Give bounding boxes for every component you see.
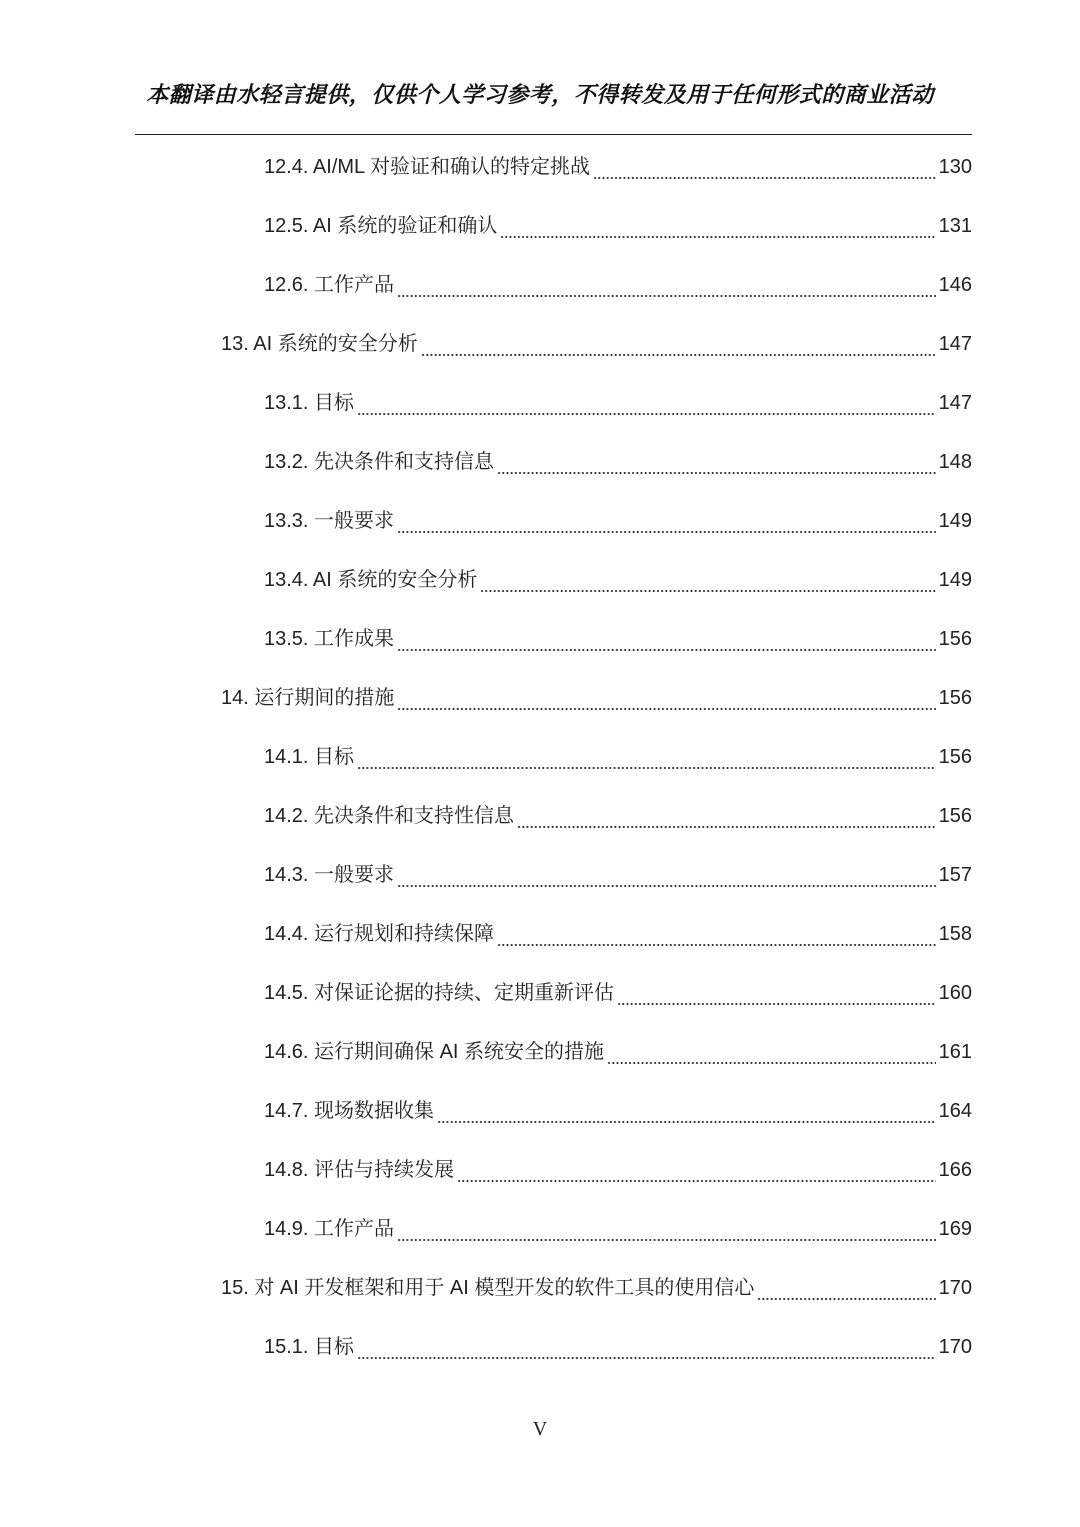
toc-entry-page: 170	[938, 1335, 972, 1358]
toc-entry-page: 158	[938, 922, 972, 945]
toc-entry-label: 13. AI 系统的安全分析	[221, 332, 418, 355]
toc-dot-leader	[397, 870, 936, 888]
toc-entry-page: 156	[938, 627, 972, 650]
toc-entry-label: 14.3. 一般要求	[264, 863, 395, 886]
toc-dot-leader	[500, 221, 935, 239]
toc-entry-page: 149	[938, 568, 972, 591]
toc-dot-leader	[397, 693, 935, 711]
toc-dot-leader	[457, 1165, 936, 1183]
toc-entry[interactable]	[264, 727, 972, 786]
toc-entry[interactable]	[221, 668, 972, 727]
toc-entry[interactable]	[221, 1258, 972, 1317]
toc-entry-label: 14. 运行期间的措施	[221, 686, 395, 709]
toc-entry-label: 14.7. 现场数据收集	[264, 1099, 435, 1122]
toc-entry-page: 156	[938, 686, 972, 709]
toc-entry-label: 12.6. 工作产品	[264, 273, 395, 296]
toc-dot-leader	[421, 339, 936, 357]
toc-entry[interactable]	[264, 963, 972, 1022]
toc-entry-page: 147	[938, 391, 972, 414]
toc-entry-label: 14.1. 目标	[264, 745, 355, 768]
toc-dot-leader	[607, 1047, 936, 1065]
page-header: 本翻译由水轻言提供，仅供个人学习参考，不得转发及用于任何形式的商业活动	[146, 82, 934, 107]
toc-dot-leader	[757, 1283, 935, 1301]
toc-entry-page: 160	[938, 981, 972, 1004]
toc-entry-label: 14.2. 先决条件和支持性信息	[264, 804, 515, 827]
toc-dot-leader	[497, 929, 936, 947]
toc-entry[interactable]	[264, 786, 972, 845]
toc-entry[interactable]	[264, 1022, 972, 1081]
toc-entry[interactable]	[264, 1317, 972, 1376]
toc-entry-page: 161	[938, 1040, 972, 1063]
toc-dot-leader	[517, 811, 936, 829]
toc-entry-page: 147	[938, 332, 972, 355]
toc-dot-leader	[357, 1342, 936, 1360]
toc-entry-label: 14.8. 评估与持续发展	[264, 1158, 455, 1181]
toc-entry-label: 15. 对 AI 开发框架和用于 AI 模型开发的软件工具的使用信心	[221, 1276, 755, 1299]
toc-entry[interactable]	[264, 1140, 972, 1199]
toc-entry-page: 157	[938, 863, 972, 886]
toc-entry[interactable]	[264, 196, 972, 255]
toc-entry[interactable]	[264, 432, 972, 491]
toc-dot-leader	[497, 457, 936, 475]
toc-dot-leader	[357, 752, 936, 770]
toc-dot-leader	[397, 516, 936, 534]
toc-entry-page: 131	[938, 214, 972, 237]
toc-entry-page: 130	[938, 155, 972, 178]
page-number: V	[532, 1418, 548, 1440]
toc-entry-label: 15.1. 目标	[264, 1335, 355, 1358]
toc-entry-page: 146	[938, 273, 972, 296]
toc-entry-label: 13.5. 工作成果	[264, 627, 395, 650]
header-divider	[135, 134, 972, 135]
toc-entry-label: 13.1. 目标	[264, 391, 355, 414]
toc-dot-leader	[617, 988, 936, 1006]
toc-entry-label: 12.5. AI 系统的验证和确认	[264, 214, 498, 237]
toc-entry[interactable]	[264, 1081, 972, 1140]
toc-entry-label: 14.4. 运行规划和持续保障	[264, 922, 495, 945]
toc-dot-leader	[397, 1224, 936, 1242]
toc-entry-page: 156	[938, 804, 972, 827]
toc-entry-label: 14.6. 运行期间确保 AI 系统安全的措施	[264, 1040, 605, 1063]
toc-entry[interactable]	[264, 1199, 972, 1258]
toc-dot-leader	[397, 634, 936, 652]
toc-entry-label: 14.9. 工作产品	[264, 1217, 395, 1240]
toc-dot-leader	[480, 575, 935, 593]
toc-entry-page: 164	[938, 1099, 972, 1122]
toc-entry-label: 14.5. 对保证论据的持续、定期重新评估	[264, 981, 615, 1004]
toc-entry-label: 13.4. AI 系统的安全分析	[264, 568, 478, 591]
toc-entry-label: 13.3. 一般要求	[264, 509, 395, 532]
toc-entry[interactable]	[264, 255, 972, 314]
toc-entry[interactable]	[264, 609, 972, 668]
toc-entry[interactable]	[264, 550, 972, 609]
toc-dot-leader	[397, 280, 936, 298]
toc-entry-page: 169	[938, 1217, 972, 1240]
toc-dot-leader	[357, 398, 936, 416]
toc-entry[interactable]	[264, 137, 972, 196]
toc-entry[interactable]	[264, 373, 972, 432]
toc-entry-label: 12.4. AI/ML 对验证和确认的特定挑战	[264, 155, 590, 178]
toc-entry-page: 149	[938, 509, 972, 532]
toc-entry[interactable]	[264, 491, 972, 550]
toc-entry-page: 148	[938, 450, 972, 473]
toc-entry-page: 166	[938, 1158, 972, 1181]
toc-entry[interactable]	[264, 845, 972, 904]
toc-entry-page: 170	[938, 1276, 972, 1299]
toc-entry-label: 13.2. 先决条件和支持信息	[264, 450, 495, 473]
toc-entry[interactable]	[264, 904, 972, 963]
toc-entry[interactable]	[221, 314, 972, 373]
toc-dot-leader	[593, 162, 936, 180]
toc-dot-leader	[437, 1106, 936, 1124]
toc-entry-page: 156	[938, 745, 972, 768]
